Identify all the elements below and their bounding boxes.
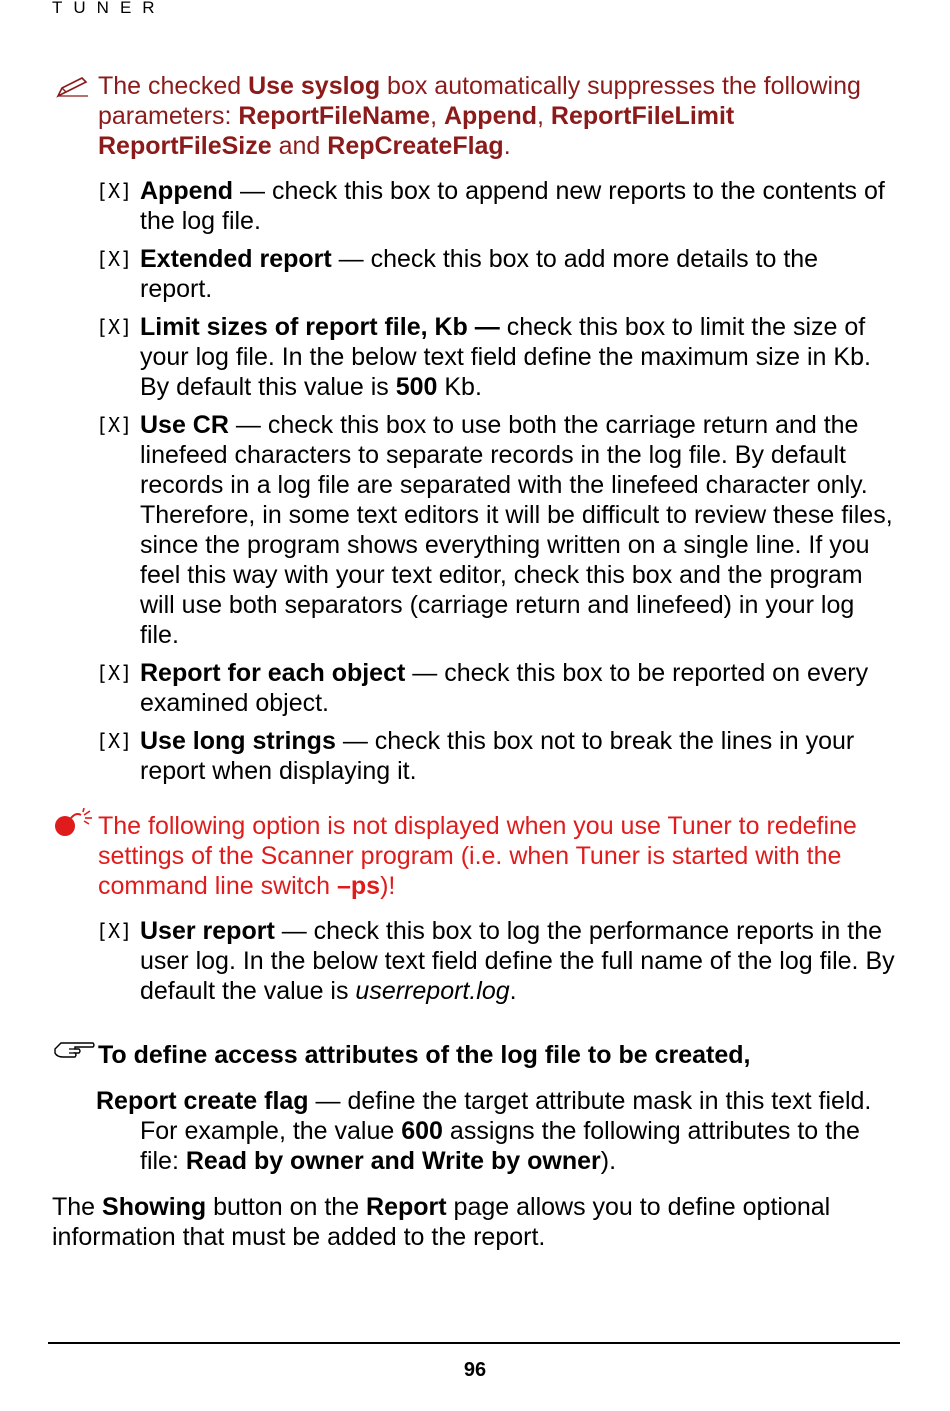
checkbox-marker: [X] (96, 315, 133, 339)
checkbox-marker: [X] (96, 413, 133, 437)
scanner-warning: The following option is not displayed when you use Tuner to redefine settings of the Scanner program (i.e. when Tuner is started with the command line switch –ps)! (98, 812, 857, 900)
note-pencil-icon (56, 76, 90, 98)
running-header: TUNER (52, 0, 166, 17)
checkbox-marker: [X] (96, 179, 133, 203)
closing-paragraph: The Showing button on the Report page allows you to define optional information that must be added to the report. (52, 1193, 831, 1251)
option-extended-report: [X] Extended report — check this box to add more details to the report. (96, 245, 819, 303)
task-heading: To define access attributes of the log file to be created, (98, 1041, 751, 1069)
option-use-long-strings: [X] Use long strings — check this box not to break the lines in your report when displaying it. (96, 727, 855, 785)
checkbox-marker: [X] (96, 729, 133, 753)
option-use-cr: [X] Use CR — check this box to use both the carriage return and the linefeed characters to separate records in the log file. By default records in a log file are separated with the linefeed character only. Therefore, in some text editors it will be difficult to review these files, since the program shows everything written on a single line. If you feel this way with your text editor, check this box and the program will use both separators (carriage return and linefeed) in your log file. (96, 411, 893, 649)
option-report-each-object: [X] Report for each object — check this box to be reported on every examined object. (96, 659, 869, 717)
footer-rule (48, 1342, 900, 1344)
report-create-flag: Report create flag — define the target attribute mask in this text field. For example, the value 600 assigns the following attributes to the file: Read by owner and Write by owner). (96, 1087, 872, 1175)
checkbox-marker: [X] (96, 661, 133, 685)
option-limit-sizes: [X] Limit sizes of report file, Kb — check this box to limit the size of your log file. In the below text field define the maximum size in Kb. By default this value is 500 Kb. (96, 313, 871, 401)
checkbox-marker: [X] (96, 919, 133, 943)
option-append: [X] Append — check this box to append new reports to the contents of the log file. (96, 177, 885, 235)
pointing-hand-icon (53, 1035, 95, 1061)
checkbox-marker: [X] (96, 247, 133, 271)
syslog-note: The checked Use syslog box automatically suppresses the following parameters: ReportFileName, Append, ReportFileLimit ReportFileSize and RepCreateFlag. (98, 72, 861, 160)
bomb-icon (52, 808, 96, 838)
option-user-report: [X] User report — check this box to log the performance reports in the user log. In the below text field define the full name of the log file. By default the value is userreport.log. (96, 917, 895, 1005)
page-number: 96 (463, 1359, 487, 1381)
